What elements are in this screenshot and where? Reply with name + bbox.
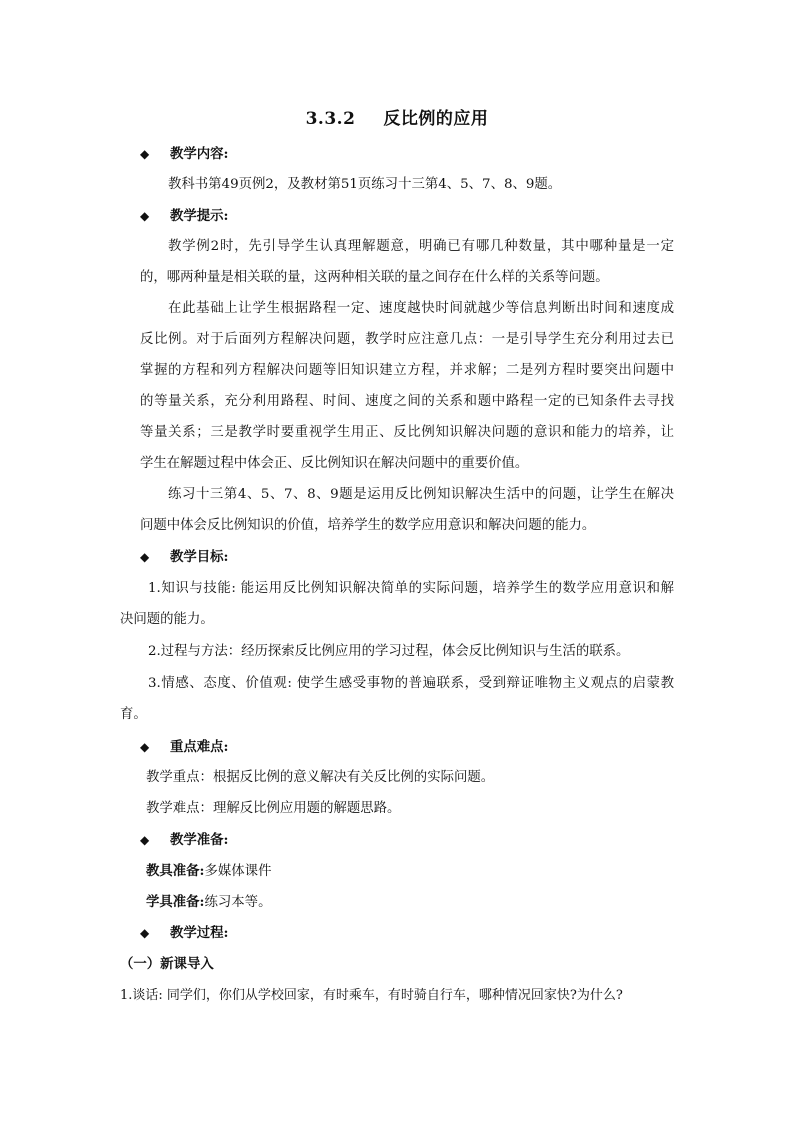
heading-goals: ◆ 教学目标: — [140, 549, 229, 565]
hints-line-5: 掌握的方程和列方程解决问题等旧知识建立方程，并求解；二是列方程时要突出问题中 — [140, 363, 674, 378]
heading-prep: ◆ 教学准备: — [140, 832, 229, 848]
diamond-bullet-icon: ◆ — [140, 740, 150, 754]
student-prep: 学具准备:练习本等。 — [146, 894, 272, 910]
heading-process: ◆ 教学过程: — [140, 925, 229, 941]
goals-line-5: 育。 — [120, 707, 147, 722]
goals-line-1: 1.知识与技能: 能运用反比例知识解决简单的实际问题，培养学生的数学应用意识和解 — [148, 581, 674, 596]
hints-line-9: 练习十三第4、5、7、8、9题是运用反比例知识解决生活中的问题，让学生在解决 — [168, 487, 674, 502]
diamond-bullet-icon: ◆ — [140, 833, 150, 847]
heading-content: ◆ 教学内容: — [140, 146, 229, 162]
difficult-point: 教学难点：理解反比例应用题的解题思路。 — [146, 801, 401, 816]
goals-line-2: 决问题的能力。 — [120, 612, 214, 627]
heading-hints: ◆ 教学提示: — [140, 208, 229, 224]
section-title: 反比例的应用 — [383, 109, 489, 129]
goals-line-3: 2.过程与方法：经历探索反比例应用的学习过程，体会反比例知识与生活的联系。 — [148, 644, 630, 659]
diamond-bullet-icon: ◆ — [140, 926, 150, 940]
heading-key: ◆ 重点难点: — [140, 739, 229, 755]
key-point: 教学重点：根据反比例的意义解决有关反比例的实际问题。 — [146, 770, 495, 785]
teacher-prep: 教具准备:多媒体课件 — [146, 863, 272, 879]
hints-line-1: 教学例2时，先引导学生认真理解题意，明确已有哪几种数量，其中哪种量是一定 — [168, 239, 674, 254]
diamond-bullet-icon: ◆ — [140, 147, 150, 161]
hints-line-2: 的，哪两种量是相关联的量，这两种相关联的量之间存在什么样的关系等问题。 — [140, 270, 609, 285]
diamond-bullet-icon: ◆ — [140, 550, 150, 564]
hints-line-4: 反比例。对于后面列方程解决问题，教学时应注意几点：一是引导学生充分利用过去已 — [140, 332, 674, 347]
page-title — [0, 104, 794, 129]
process-line-1: 1.谈话: 同学们，你们从学校回家，有时乘车，有时骑自行车，哪种情况回家快?为什么? — [120, 988, 623, 1003]
hints-line-7: 等量关系；三是教学时要重视学生用正、反比例知识解决问题的意识和能力的培养，让 — [140, 425, 674, 440]
goals-line-4: 3.情感、态度、价值观: 使学生感受事物的普遍联系，受到辩证唯物主义观点的启蒙教 — [148, 676, 674, 691]
section-number: 3.3.2 — [305, 109, 356, 129]
hints-line-6: 的等量关系，充分利用路程、时间、速度之间的关系和题中路程一定的已知条件去寻找 — [140, 394, 674, 409]
hints-line-3: 在此基础上让学生根据路程一定、速度越快时间就越少等信息判断出时间和速度成 — [168, 301, 674, 316]
process-subheading: （一）新课导入 — [120, 956, 214, 972]
hints-line-8: 学生在解题过程中体会正、反比例知识在解决问题中的重要价值。 — [140, 456, 529, 471]
diamond-bullet-icon: ◆ — [140, 209, 150, 223]
content-text: 教科书第49页例2，及教材第51页练习十三第4、5、7、8、9题。 — [168, 177, 562, 192]
hints-line-10: 问题中体会反比例知识的价值，培养学生的数学应用意识和解决问题的能力。 — [140, 518, 596, 533]
